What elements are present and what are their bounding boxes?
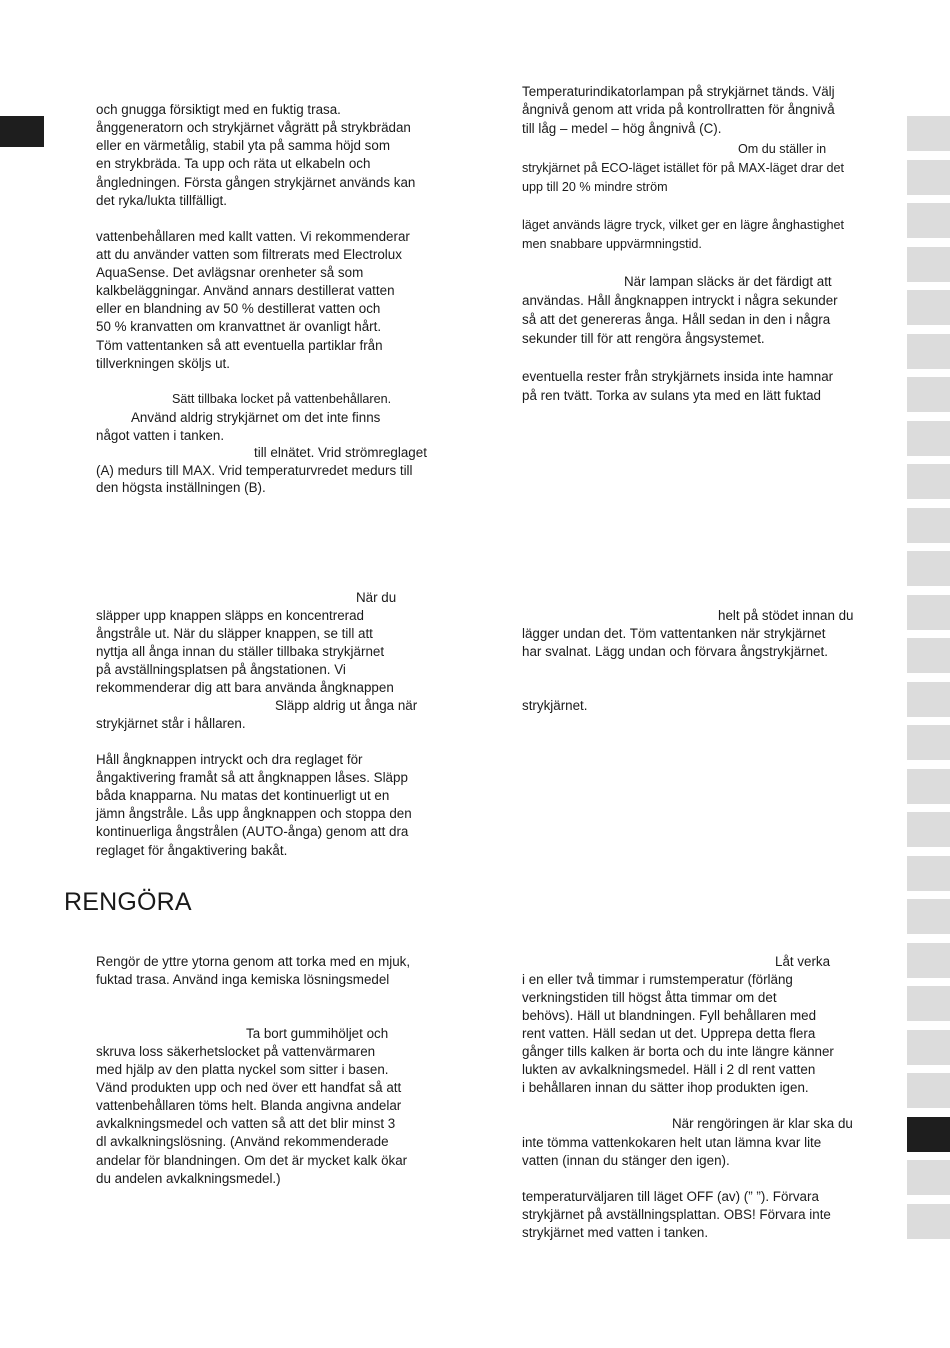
body-text-line: behövs). Häll ut blandningen. Fyll behållaren med bbox=[522, 1008, 817, 1023]
language-tab bbox=[907, 247, 950, 282]
language-tab bbox=[907, 508, 950, 543]
body-text-line: Ta bort gummihöljet och bbox=[246, 1026, 389, 1041]
body-text-line: strykjärnet. bbox=[522, 698, 588, 713]
body-text-line: strykjärnet med vatten i tanken. bbox=[522, 1225, 709, 1240]
body-text-line: ångledningen. Första gången strykjärnet används kan bbox=[96, 175, 416, 190]
body-text-line: 50 % kranvatten om kranvattnet är ovanligt hårt. bbox=[96, 319, 382, 334]
language-tab bbox=[907, 203, 950, 238]
language-tab bbox=[907, 986, 950, 1021]
language-tab bbox=[907, 377, 950, 412]
body-text-line: eventuella rester från strykjärnets insida inte hamnar bbox=[522, 369, 834, 384]
body-text-line: tillverkningen sköljs ut. bbox=[96, 356, 230, 371]
body-text-line: När du bbox=[356, 590, 397, 605]
language-tab bbox=[907, 464, 950, 499]
body-text-line: upp till 20 % mindre ström bbox=[522, 180, 668, 194]
body-text-line: Vänd produkten upp och ned över ett handfat så att bbox=[96, 1080, 402, 1095]
body-text-line: ånggeneratorn och strykjärnet vågrätt på strykbrädan bbox=[96, 120, 411, 135]
body-text-line: lukten av avkalkningsmedel. Häll i 2 dl rent vatten bbox=[522, 1062, 816, 1077]
body-text-line: sekunder till för att rengöra ångsystemet. bbox=[522, 331, 765, 346]
body-text-line: kalkbeläggningar. Använd annars destillerat vatten bbox=[96, 283, 395, 298]
body-text-line: i en eller två timmar i rumstemperatur (förläng bbox=[522, 972, 793, 987]
body-text-line: När lampan släcks är det färdigt att bbox=[624, 274, 832, 289]
body-text-line: AquaSense. Det avlägsnar orenheter så som bbox=[96, 265, 364, 280]
body-text-line: jämn ångstråle. Lås upp ångknappen och stoppa den bbox=[96, 806, 412, 821]
body-text-line: eller en värmetålig, stabil yta på samma höjd som bbox=[96, 138, 390, 153]
body-text-line: till elnätet. Vrid strömreglaget bbox=[254, 445, 427, 460]
language-tab bbox=[907, 899, 950, 934]
body-text-line: i behållaren innan du sätter ihop produkten igen. bbox=[522, 1080, 809, 1095]
body-text-line: vatten (innan du stänger den igen). bbox=[522, 1153, 730, 1168]
body-text-line: lägger undan det. Töm vattentanken när strykjärnet bbox=[522, 626, 826, 641]
body-text-line: har svalnat. Lägg undan och förvara ångstrykjärnet. bbox=[522, 644, 828, 659]
body-text-line: ångnivå genom att vrida på kontrollratten för ångnivå bbox=[522, 102, 835, 117]
body-text-line: Sätt tillbaka locket på vattenbehållaren. bbox=[172, 392, 392, 406]
body-text-line: användas. Håll ångknappen intryckt i några sekunder bbox=[522, 293, 838, 308]
language-tab bbox=[907, 334, 950, 369]
body-text-line: helt på stödet innan du bbox=[718, 608, 854, 623]
body-text-line: rent vatten. Häll sedan ut det. Upprepa detta flera bbox=[522, 1026, 816, 1041]
body-text-line: Rengör de yttre ytorna genom att torka med en mjuk, bbox=[96, 954, 411, 969]
body-text-line: gånger tills kalken är borta och du inte längre känner bbox=[522, 1044, 834, 1059]
body-text-line: du andelen avkalkningsmedel.) bbox=[96, 1171, 281, 1186]
body-text-line: men snabbare uppvärmningstid. bbox=[522, 237, 702, 251]
body-text-line: skruva loss säkerhetslocket på vattenvärmaren bbox=[96, 1044, 376, 1059]
language-tab bbox=[907, 638, 950, 673]
body-text-line: vattenbehållaren töms helt. Blanda angivna andelar bbox=[96, 1098, 402, 1113]
language-tab bbox=[907, 812, 950, 847]
language-tab bbox=[907, 943, 950, 978]
language-tab bbox=[907, 1204, 950, 1239]
body-text-line: nyttja all ånga innan du ställer tillbaka strykjärnet bbox=[96, 644, 385, 659]
body-text-line: reglaget för ångaktivering bakåt. bbox=[96, 843, 288, 858]
body-text-line: på avställningsplatsen på ångstationen. Vi bbox=[96, 662, 346, 677]
body-text-line: läget används lägre tryck, vilket ger en lägre ånghastighet bbox=[522, 218, 845, 232]
body-text-line: strykjärnet på ECO-läget istället för på MAX-läget drar det bbox=[522, 161, 844, 175]
body-text-line: (A) medurs till MAX. Vrid temperaturvredet medurs till bbox=[96, 463, 413, 478]
language-tab bbox=[907, 116, 950, 151]
body-text-line: båda knapparna. Nu matas det kontinuerligt ut en bbox=[96, 788, 390, 803]
body-text-line: på ren tvätt. Torka av sulans yta med en lätt fuktad bbox=[522, 388, 821, 403]
language-tab bbox=[907, 290, 950, 325]
language-tab bbox=[907, 1073, 950, 1108]
body-text-line: släpper upp knappen släpps en koncentrerad bbox=[96, 608, 365, 623]
body-text-line: Om du ställer in bbox=[738, 142, 827, 156]
language-tab bbox=[907, 551, 950, 586]
body-text-line: strykjärnet står i hållaren. bbox=[96, 716, 246, 731]
body-text-line: andelar för blandningen. Om det är mycket kalk ökar bbox=[96, 1153, 408, 1168]
body-text-line: dl avkalkningslösning. (Använd rekommenderade bbox=[96, 1134, 389, 1149]
body-text-line: När rengöringen är klar ska du bbox=[672, 1116, 853, 1131]
body-text-line: något vatten i tanken. bbox=[96, 428, 225, 443]
language-tab bbox=[907, 682, 950, 717]
body-text-line: fuktad trasa. Använd inga kemiska lösningsmedel bbox=[96, 972, 390, 987]
body-text-line: en strykbräda. Ta upp och räta ut elkabeln och bbox=[96, 156, 371, 171]
body-text-line: rekommenderar dig att bara använda ångknappen bbox=[96, 680, 394, 695]
body-text-line: Släpp aldrig ut ånga när bbox=[275, 698, 418, 713]
body-text-line: Temperaturindikatorlampan på strykjärnet tänds. Välj bbox=[522, 84, 835, 99]
body-text-line: eller en blandning av 50 % destillerat vatten och bbox=[96, 301, 381, 316]
body-text-line: ångaktivering framåt så att ångknappen låses. Släpp bbox=[96, 770, 408, 785]
body-text-line: den högsta inställningen (B). bbox=[96, 480, 266, 495]
body-text-line: avkalkningsmedel och vatten så att det blir minst 3 bbox=[96, 1116, 396, 1131]
body-text-line: vattenbehållaren med kallt vatten. Vi rekommenderar bbox=[96, 229, 410, 244]
body-text-line: Använd aldrig strykjärnet om det inte finns bbox=[131, 410, 381, 425]
body-text-line: inte tömma vattenkokaren helt utan lämna kvar lite bbox=[522, 1135, 822, 1150]
language-tab bbox=[907, 1030, 950, 1065]
language-tab bbox=[907, 160, 950, 195]
body-text-line: verkningstiden till högst åtta timmar om det bbox=[522, 990, 777, 1005]
language-tab bbox=[907, 595, 950, 630]
body-text-line: temperaturväljaren till läget OFF (av) (” ”). Förvara bbox=[522, 1189, 819, 1204]
body-text-line: och gnugga försiktigt med en fuktig trasa. bbox=[96, 102, 341, 117]
language-tab bbox=[907, 1160, 950, 1195]
language-tab bbox=[907, 769, 950, 804]
body-text-line: kontinuerliga ångstrålen (AUTO-ånga) genom att dra bbox=[96, 824, 409, 839]
body-text-line: till låg – medel – hög ångnivå (C). bbox=[522, 121, 722, 136]
language-tab bbox=[907, 421, 950, 456]
body-text-line: Töm vattentanken så att eventuella partiklar från bbox=[96, 338, 383, 353]
body-text-line: det ryka/lukta tillfälligt. bbox=[96, 193, 227, 208]
language-tab bbox=[907, 725, 950, 760]
body-text-line: så att det genereras ånga. Håll sedan in den i några bbox=[522, 312, 831, 327]
language-marker bbox=[0, 116, 44, 147]
body-text-line: att du använder vatten som filtrerats med Electrolux bbox=[96, 247, 402, 262]
body-text-line: med hjälp av den platta nyckel som sitter i basen. bbox=[96, 1062, 389, 1077]
body-text-line: strykjärnet på avställningsplattan. OBS! Förvara inte bbox=[522, 1207, 831, 1222]
language-tab bbox=[907, 856, 950, 891]
body-text-line: Håll ångknappen intryckt och dra reglaget för bbox=[96, 752, 363, 767]
body-text-line: ångstråle ut. När du släpper knappen, se till att bbox=[96, 626, 373, 641]
section-heading: RENGÖRA bbox=[64, 888, 192, 916]
language-tab-active bbox=[907, 1117, 950, 1152]
body-text-line: Låt verka bbox=[775, 954, 831, 969]
